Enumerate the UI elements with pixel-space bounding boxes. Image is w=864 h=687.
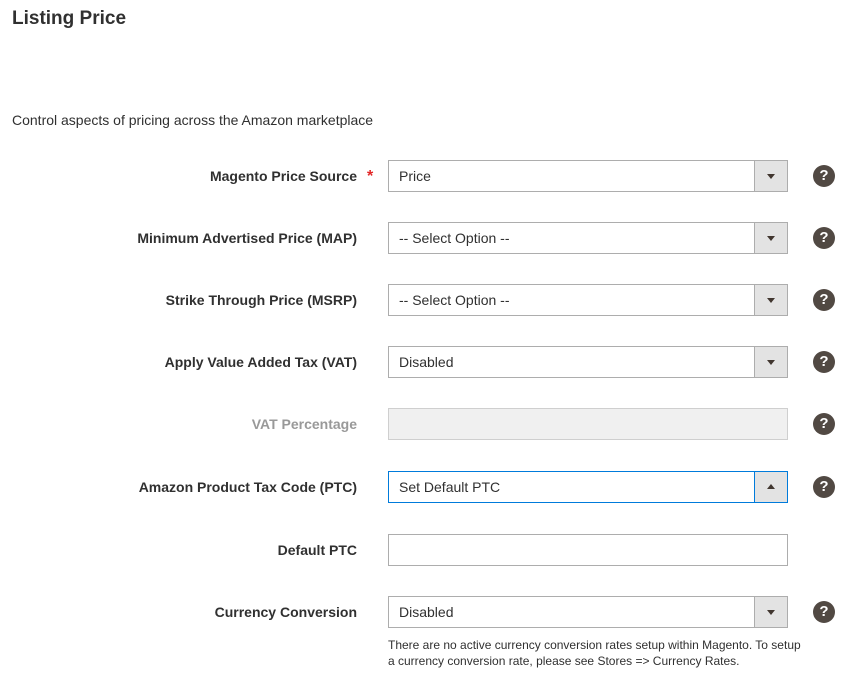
select-value: -- Select Option -- <box>399 230 510 246</box>
question-circle-icon[interactable]: ? <box>813 165 835 187</box>
dropdown-toggle[interactable] <box>754 223 787 253</box>
question-circle-icon[interactable]: ? <box>813 413 835 435</box>
section-title: Listing Price <box>12 8 127 29</box>
field-row-magento-price-source <box>0 160 864 192</box>
dropdown-toggle[interactable] <box>754 347 787 377</box>
field-row-default-ptc <box>0 534 864 566</box>
select-value: Set Default PTC <box>399 479 501 495</box>
apply-vat-select[interactable] <box>388 346 788 378</box>
question-circle-icon[interactable]: ? <box>813 351 835 373</box>
chevron-down-icon <box>767 610 775 615</box>
magento-price-source-select[interactable] <box>388 160 788 192</box>
map-select[interactable] <box>388 222 788 254</box>
field-row-apply-vat <box>0 346 864 378</box>
dropdown-toggle[interactable] <box>754 472 787 502</box>
field-row-map <box>0 222 864 254</box>
select-value: Price <box>399 168 431 184</box>
question-circle-icon[interactable]: ? <box>813 601 835 623</box>
required-marker: * <box>367 168 374 185</box>
currency-conversion-select[interactable] <box>388 596 788 628</box>
question-circle-icon[interactable]: ? <box>813 227 835 249</box>
select-value: -- Select Option -- <box>399 292 510 308</box>
field-label: Apply Value Added Tax (VAT) <box>164 354 357 370</box>
msrp-select[interactable] <box>388 284 788 316</box>
currency-conversion-note: There are no active currency conversion rates setup within Magento. To setup a currency conversion rate, please see Stores => Currency Rates. <box>388 638 801 668</box>
select-value: Disabled <box>399 354 454 370</box>
section-description: Control aspects of pricing across the Amazon marketplace <box>12 112 374 128</box>
vat-percentage-input[interactable] <box>388 408 788 440</box>
field-label: Amazon Product Tax Code (PTC) <box>138 479 357 495</box>
field-row-vat-percentage <box>0 408 864 440</box>
dropdown-toggle[interactable] <box>754 161 787 191</box>
chevron-down-icon <box>767 298 775 303</box>
dropdown-toggle[interactable] <box>754 285 787 315</box>
select-value: Disabled <box>399 604 454 620</box>
chevron-down-icon <box>767 360 775 365</box>
amazon-ptc-select[interactable] <box>388 471 788 503</box>
chevron-up-icon <box>767 484 775 489</box>
chevron-down-icon <box>767 236 775 241</box>
question-circle-icon[interactable]: ? <box>813 476 835 498</box>
field-label: Currency Conversion <box>214 604 357 620</box>
default-ptc-input[interactable] <box>388 534 788 566</box>
field-row-msrp <box>0 284 864 316</box>
field-label: Minimum Advertised Price (MAP) <box>137 230 357 246</box>
field-label: VAT Percentage <box>251 416 357 432</box>
field-label: Magento Price Source <box>209 168 357 184</box>
field-label: Default PTC <box>277 542 357 558</box>
field-row-currency-conversion <box>0 596 864 628</box>
question-circle-icon[interactable]: ? <box>813 289 835 311</box>
field-row-amazon-ptc <box>0 471 864 503</box>
chevron-down-icon <box>767 174 775 179</box>
dropdown-toggle[interactable] <box>754 597 787 627</box>
field-label: Strike Through Price (MSRP) <box>165 292 357 308</box>
